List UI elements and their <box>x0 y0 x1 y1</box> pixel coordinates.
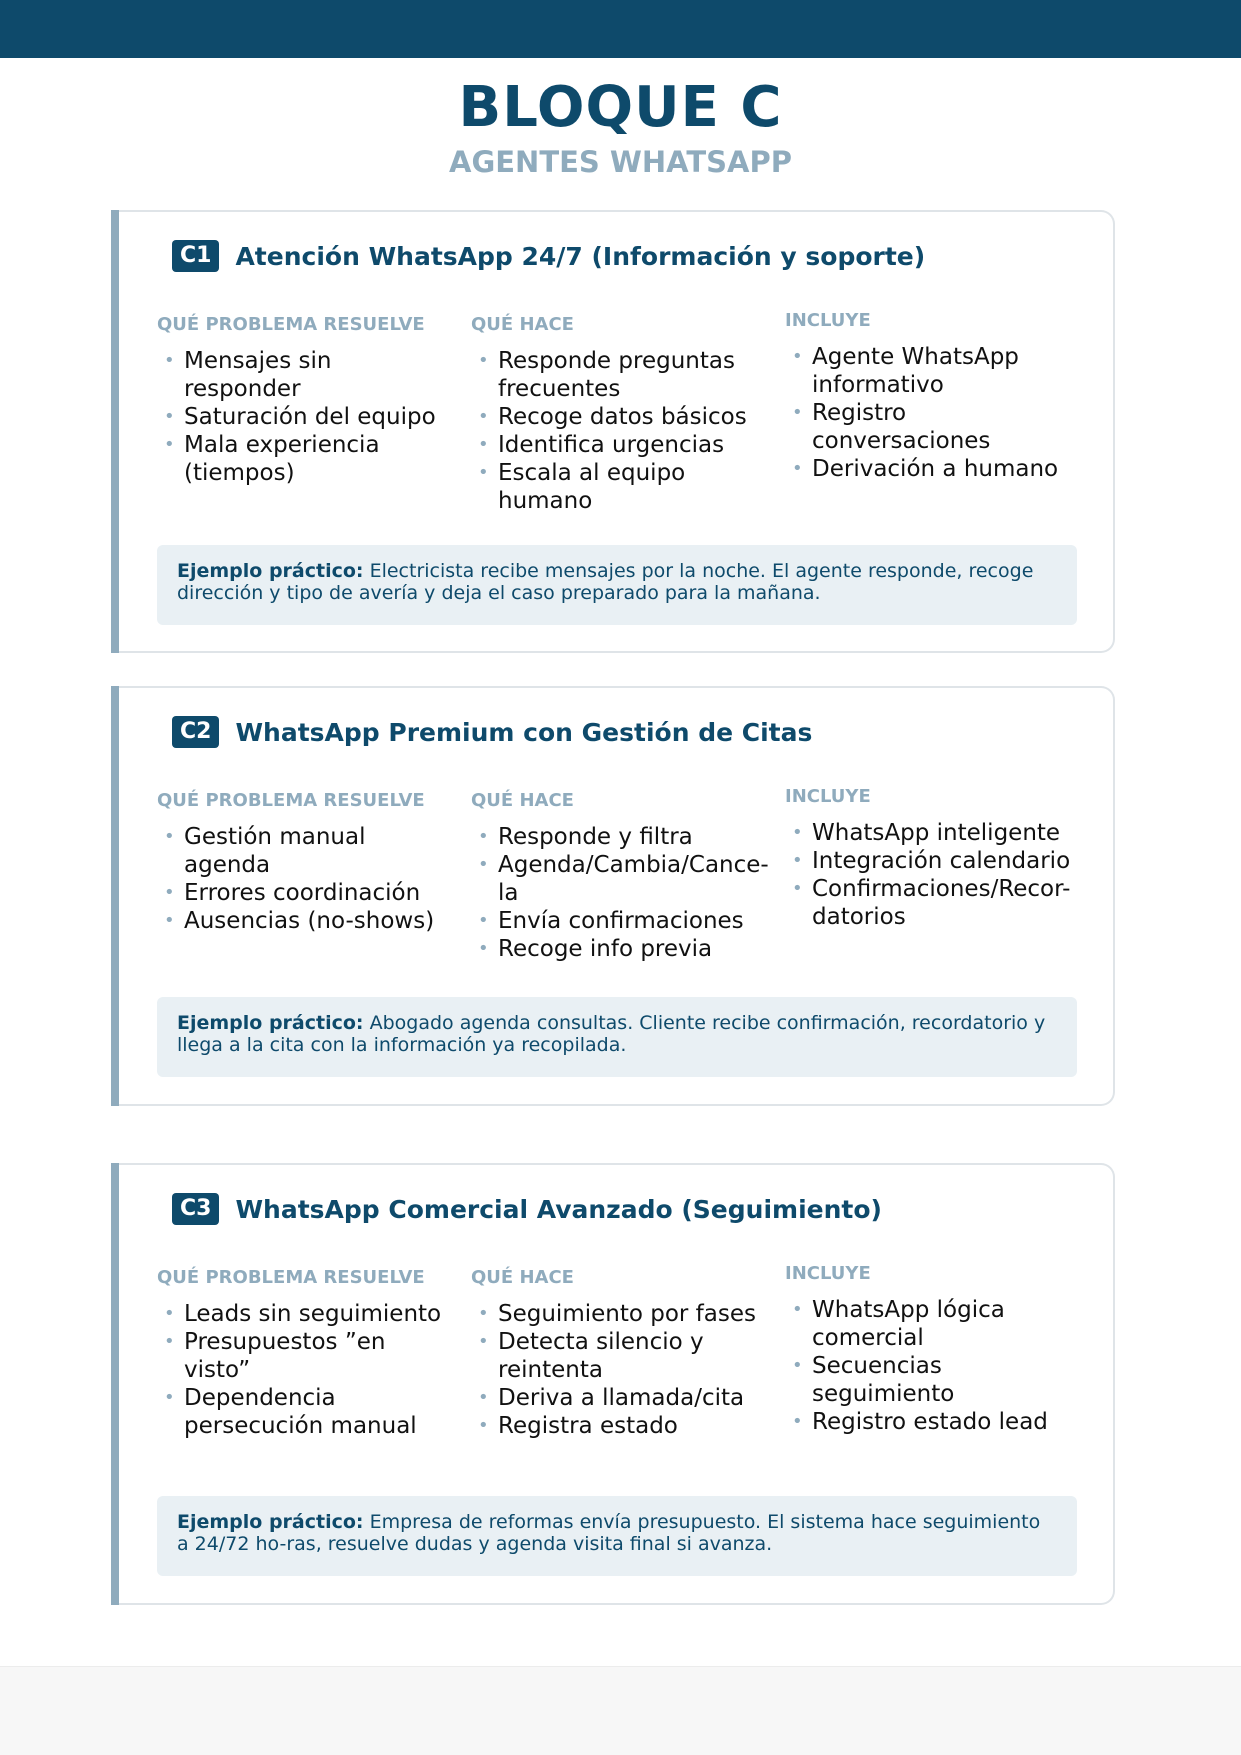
top-bar <box>0 0 1241 58</box>
list-item: • Ausencias (no-shows) <box>157 907 447 935</box>
list-item: • Mensajes sin responder <box>157 347 447 403</box>
list-item: • WhatsApp lógica comercial <box>785 1296 1075 1352</box>
card-title: Atención WhatsApp 24/7 (Información y soporte) <box>235 241 926 271</box>
does-heading: QUÉ HACE <box>471 1267 574 1288</box>
list-item: • Registra estado <box>471 1412 761 1440</box>
list-item: • Secuencias seguimiento <box>785 1352 1075 1408</box>
list-item: • WhatsApp inteligente <box>785 819 1075 847</box>
does-list <box>471 347 761 515</box>
list-item: • Derivación a humano <box>785 455 1075 483</box>
does-list <box>471 1300 761 1440</box>
card-title: WhatsApp Premium con Gestión de Citas <box>235 717 813 747</box>
card-header <box>172 715 812 749</box>
card-badge: C3 <box>172 1193 219 1225</box>
list-item: • Seguimiento por fases <box>471 1300 761 1328</box>
list-item: • Recoge info previa <box>471 935 761 963</box>
does-column <box>471 1266 761 1440</box>
example-text: Abogado agenda consultas. Cliente recibe confirmación, recordatorio y llega a la cita con la información ya recopilada. <box>177 1012 1046 1056</box>
includes-heading: INCLUYE <box>785 786 871 807</box>
service-card-c1 <box>111 210 1115 653</box>
card-header <box>172 239 925 273</box>
list-item: • Errores coordinación <box>157 879 447 907</box>
includes-heading: INCLUYE <box>785 1263 871 1284</box>
service-card-c2 <box>111 686 1115 1106</box>
list-item: • Registro estado lead <box>785 1408 1075 1436</box>
includes-column <box>785 1262 1075 1436</box>
problem-list <box>157 823 447 935</box>
example-text: Electricista recibe mensajes por la noche. El agente responde, recoge dirección y tipo de avería y deja el caso preparado para la mañana. <box>177 560 1034 604</box>
problem-heading: QUÉ PROBLEMA RESUELVE <box>157 1267 425 1288</box>
page-subtitle: AGENTES WHATSAPP <box>449 145 792 179</box>
example-label: Ejemplo práctico: <box>177 1012 364 1034</box>
list-item: • Leads sin seguimiento <box>157 1300 447 1328</box>
includes-list <box>785 343 1075 483</box>
problem-column <box>157 313 447 487</box>
problem-list <box>157 347 447 487</box>
list-item: • Confirmaciones/Recor-datorios <box>785 875 1075 931</box>
card-badge: C2 <box>172 716 219 748</box>
example-box <box>157 545 1077 625</box>
list-item: • Saturación del equipo <box>157 403 447 431</box>
list-item: • Registro conversaciones <box>785 399 1075 455</box>
list-item: • Responde y filtra <box>471 823 761 851</box>
does-column <box>471 789 769 963</box>
problem-column <box>157 1266 447 1440</box>
list-item: • Agente WhatsApp informativo <box>785 343 1075 399</box>
list-item: • Responde preguntas frecuentes <box>471 347 761 403</box>
page-footer <box>0 1666 1241 1755</box>
does-heading: QUÉ HACE <box>471 314 574 335</box>
problem-heading: QUÉ PROBLEMA RESUELVE <box>157 790 425 811</box>
does-list <box>471 823 769 963</box>
card-header <box>172 1192 882 1226</box>
includes-list <box>785 1296 1075 1436</box>
list-item: • Presupuestos ”en visto” <box>157 1328 447 1384</box>
includes-column <box>785 785 1075 931</box>
list-item: • Envía confirmaciones <box>471 907 761 935</box>
list-item: • Mala experiencia (tiempos) <box>157 431 447 487</box>
page-title: BLOQUE C <box>458 75 783 140</box>
list-item: • Deriva a llamada/cita <box>471 1384 761 1412</box>
example-label: Ejemplo práctico: <box>177 1511 364 1533</box>
includes-column <box>785 309 1075 483</box>
example-text: Empresa de reformas envía presupuesto. El sistema hace seguimiento a 24/72 ho-ras, resuelve dudas y agenda visita final si avanza. <box>177 1511 1041 1555</box>
list-item: • Recoge datos básicos <box>471 403 761 431</box>
includes-heading: INCLUYE <box>785 310 871 331</box>
list-item: • Agenda/Cambia/Cance-la <box>471 851 761 907</box>
card-title: WhatsApp Comercial Avanzado (Seguimiento) <box>235 1194 882 1224</box>
does-column <box>471 313 761 515</box>
problem-column <box>157 789 447 935</box>
does-heading: QUÉ HACE <box>471 790 574 811</box>
example-box <box>157 997 1077 1077</box>
list-item: • Detecta silencio y reintenta <box>471 1328 761 1384</box>
problem-heading: QUÉ PROBLEMA RESUELVE <box>157 314 425 335</box>
list-item: • Integración calendario <box>785 847 1075 875</box>
example-box <box>157 1496 1077 1576</box>
includes-list <box>785 819 1075 931</box>
card-badge: C1 <box>172 240 219 272</box>
service-card-c3 <box>111 1163 1115 1605</box>
list-item: • Escala al equipo humano <box>471 459 761 515</box>
list-item: • Gestión manual agenda <box>157 823 447 879</box>
list-item: • Identifica urgencias <box>471 431 761 459</box>
example-label: Ejemplo práctico: <box>177 560 364 582</box>
problem-list <box>157 1300 447 1440</box>
list-item: • Dependencia persecución manual <box>157 1384 447 1440</box>
